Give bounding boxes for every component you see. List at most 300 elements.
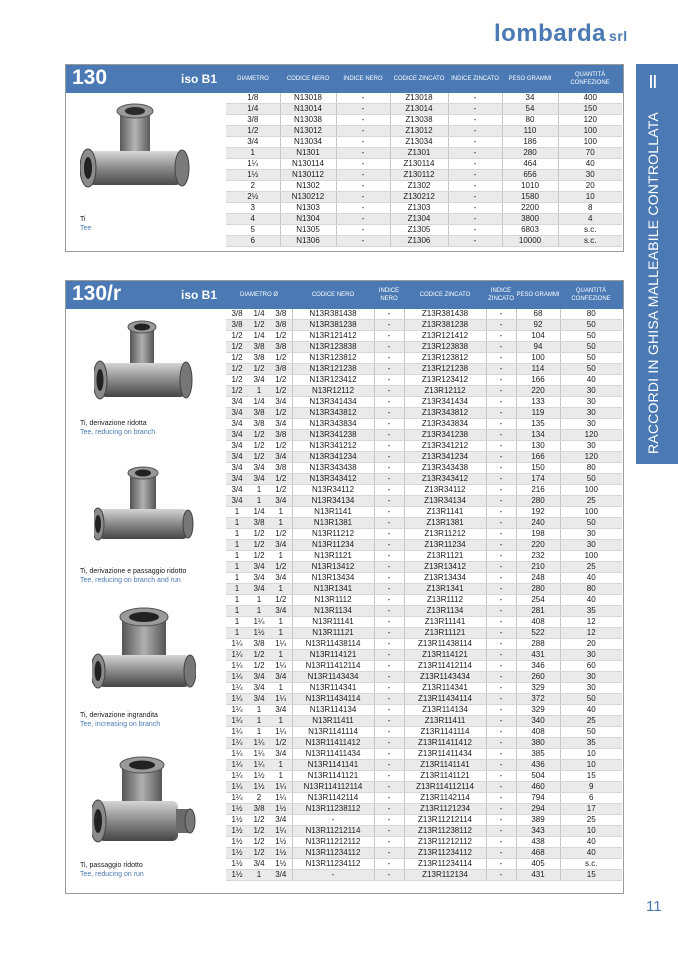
- table-cell: 1¼: [226, 661, 248, 672]
- table-cell: -: [486, 551, 516, 562]
- table-cell: 30: [560, 419, 622, 430]
- table-cell: 3/4: [226, 430, 248, 441]
- table-cell: 94: [516, 342, 560, 353]
- table-cell: 192: [516, 507, 560, 518]
- table-cell: -: [486, 419, 516, 430]
- table-cell: 1¼: [248, 749, 270, 760]
- table-cell: 119: [516, 408, 560, 419]
- table-cell: 2: [226, 181, 280, 192]
- table-cell: 6: [560, 793, 622, 804]
- table-cell: 1: [226, 573, 248, 584]
- table-cell: 2½: [226, 192, 280, 203]
- table-cell: 3/4: [226, 419, 248, 430]
- table-cell: 1/2: [270, 331, 292, 342]
- table-row: [226, 463, 622, 474]
- table-cell: Z13R1121: [404, 551, 486, 562]
- table-cell: 30: [560, 672, 622, 683]
- table-cell: -: [336, 104, 390, 115]
- table-cell: N13R11411412: [292, 738, 374, 749]
- table-cell: Z13014: [390, 104, 448, 115]
- table-cell: N13R1112: [292, 595, 374, 606]
- table-cell: N13R11141: [292, 617, 374, 628]
- table-cell: 3/8: [248, 342, 270, 353]
- table-cell: -: [374, 650, 404, 661]
- table-cell: N13R381438: [292, 309, 374, 320]
- table-row: [226, 727, 622, 738]
- table-cell: -: [486, 386, 516, 397]
- table-cell: 15: [560, 870, 622, 881]
- table-cell: 4: [226, 214, 280, 225]
- table-cell: 1/2: [270, 375, 292, 386]
- table-cell: Z13R11141: [404, 617, 486, 628]
- tee-fitting-photo: [80, 97, 190, 209]
- table-cell: N13R341234: [292, 452, 374, 463]
- table-row: [226, 672, 622, 683]
- product-section-130r: [65, 280, 624, 894]
- table-cell: 1: [226, 148, 280, 159]
- table-cell: N13R1143434: [292, 672, 374, 683]
- caption-it: Ti, passaggio ridotto: [80, 862, 143, 869]
- table-cell: -: [486, 430, 516, 441]
- table-cell: 408: [516, 727, 560, 738]
- table-cell: 405: [516, 859, 560, 870]
- table-cell: 40: [560, 375, 622, 386]
- table-cell: 3/4: [270, 606, 292, 617]
- side-tab-marker: ||: [649, 72, 657, 88]
- table-cell: N13R1121: [292, 551, 374, 562]
- table-cell: -: [448, 148, 502, 159]
- table-cell: -: [374, 397, 404, 408]
- table-cell: 329: [516, 705, 560, 716]
- table-cell: 1½: [248, 782, 270, 793]
- caption-reducing-run: [80, 861, 144, 879]
- table-cell: 150: [558, 104, 622, 115]
- table-cell: -: [374, 463, 404, 474]
- header-indice-zincato: INDICE ZINCATO: [488, 288, 514, 302]
- table-cell: 1/2: [248, 848, 270, 859]
- table-cell: -: [374, 661, 404, 672]
- table-cell: 400: [558, 93, 622, 104]
- table-cell: -: [486, 683, 516, 694]
- table-cell: 12: [560, 617, 622, 628]
- table-cell: -: [336, 115, 390, 126]
- table-cell: 54: [502, 104, 558, 115]
- table-cell: 216: [516, 485, 560, 496]
- table-cell: Z13R1143434: [404, 672, 486, 683]
- table-cell: -: [374, 496, 404, 507]
- table-cell: 70: [558, 148, 622, 159]
- table-cell: -: [486, 595, 516, 606]
- table-cell: 1¼: [226, 793, 248, 804]
- table-cell: 1: [270, 683, 292, 694]
- table-cell: N13R343834: [292, 419, 374, 430]
- table-row: [226, 181, 622, 192]
- table-cell: 232: [516, 551, 560, 562]
- table-cell: 504: [516, 771, 560, 782]
- table-cell: -: [336, 214, 390, 225]
- table-cell: Z13R11121: [404, 628, 486, 639]
- table-cell: -: [374, 804, 404, 815]
- table-cell: 104: [516, 331, 560, 342]
- table-row: [226, 848, 622, 859]
- caption-it: Ti, derivazione e passaggio ridotto: [80, 568, 187, 575]
- table-cell: -: [486, 694, 516, 705]
- table-cell: 1¼: [226, 727, 248, 738]
- table-cell: -: [486, 441, 516, 452]
- table-cell: 50: [560, 474, 622, 485]
- table-cell: 1/2: [270, 485, 292, 496]
- table-cell: -: [374, 826, 404, 837]
- table-cell: Z13R34112: [404, 485, 486, 496]
- table-cell: 1¼: [270, 639, 292, 650]
- table-cell: 50: [560, 353, 622, 364]
- table-cell: 10: [560, 760, 622, 771]
- table-row: [226, 793, 622, 804]
- table-cell: 1½: [226, 837, 248, 848]
- table-row: [226, 320, 622, 331]
- table-cell: 50: [560, 727, 622, 738]
- table-cell: Z13R11238112: [404, 826, 486, 837]
- table-cell: -: [374, 584, 404, 595]
- table-cell: 210: [516, 562, 560, 573]
- table-cell: -: [374, 419, 404, 430]
- table-cell: 30: [558, 170, 622, 181]
- table-cell: 1½: [226, 804, 248, 815]
- table-cell: 3/4: [248, 573, 270, 584]
- table-cell: -: [374, 683, 404, 694]
- table-cell: 3/4: [270, 397, 292, 408]
- table-row: [226, 386, 622, 397]
- table-cell: -: [486, 782, 516, 793]
- table-cell: 1½: [248, 628, 270, 639]
- section-side-tab: [636, 64, 678, 464]
- table-cell: -: [448, 181, 502, 192]
- table-cell: -: [486, 507, 516, 518]
- table-cell: 1/2: [248, 441, 270, 452]
- table-cell: -: [448, 192, 502, 203]
- table-cell: 220: [516, 386, 560, 397]
- table-cell: 1: [226, 518, 248, 529]
- table-cell: 1/2: [226, 386, 248, 397]
- table-cell: 3/8: [248, 518, 270, 529]
- table-cell: 3/4: [226, 463, 248, 474]
- table-cell: 5: [226, 225, 280, 236]
- table-cell: -: [374, 815, 404, 826]
- table-cell: Z1303: [390, 203, 448, 214]
- table-cell: 3: [226, 203, 280, 214]
- section-header: [66, 281, 623, 309]
- table-cell: 1¼: [226, 639, 248, 650]
- table-cell: 1/2: [270, 474, 292, 485]
- table-cell: 10: [560, 749, 622, 760]
- table-cell: 1: [248, 716, 270, 727]
- table-cell: -: [374, 705, 404, 716]
- table-cell: 30: [560, 386, 622, 397]
- table-cell: 50: [560, 342, 622, 353]
- table-cell: -: [336, 192, 390, 203]
- table-cell: N13R11438114: [292, 639, 374, 650]
- table-cell: 1¼: [226, 716, 248, 727]
- table-cell: -: [486, 727, 516, 738]
- caption-it: Ti: [80, 216, 86, 223]
- table-cell: 1: [270, 628, 292, 639]
- table-cell: -: [448, 104, 502, 115]
- table-row: [226, 397, 622, 408]
- table-cell: Z13R114121: [404, 650, 486, 661]
- table-cell: 3/4: [270, 496, 292, 507]
- table-cell: -: [486, 364, 516, 375]
- table-cell: N13R13412: [292, 562, 374, 573]
- table-cell: 385: [516, 749, 560, 760]
- table-cell: 120: [558, 115, 622, 126]
- header-diametro: DIAMETRO Ø: [239, 292, 278, 298]
- table-cell: 1/2: [226, 126, 280, 137]
- table-cell: -: [486, 848, 516, 859]
- table-cell: Z13R1141: [404, 507, 486, 518]
- table-row: [226, 93, 622, 104]
- table-cell: 431: [516, 650, 560, 661]
- table-cell: 1¼: [226, 738, 248, 749]
- table-cell: Z1302: [390, 181, 448, 192]
- table-cell: 3/4: [270, 573, 292, 584]
- table-row: [226, 859, 622, 870]
- table-cell: N1301: [280, 148, 336, 159]
- table-cell: 1¼: [248, 738, 270, 749]
- table-cell: 30: [560, 397, 622, 408]
- table-cell: 3/8: [226, 320, 248, 331]
- table-cell: N13R123412: [292, 375, 374, 386]
- table-cell: Z13R1134: [404, 606, 486, 617]
- table-cell: 80: [560, 309, 622, 320]
- table-cell: -: [486, 672, 516, 683]
- table-cell: Z13034: [390, 137, 448, 148]
- table-row: [226, 159, 622, 170]
- table-cell: N13R381238: [292, 320, 374, 331]
- brand-suffix: srl: [609, 28, 628, 44]
- table-cell: 1/4: [226, 104, 280, 115]
- table-cell: Z13R341234: [404, 452, 486, 463]
- table-cell: 1/2: [248, 452, 270, 463]
- table-cell: -: [374, 771, 404, 782]
- table-cell: 30: [560, 650, 622, 661]
- table-cell: 1¼: [226, 683, 248, 694]
- table-cell: Z13R11212: [404, 529, 486, 540]
- table-cell: -: [448, 137, 502, 148]
- table-cell: -: [486, 738, 516, 749]
- table-cell: 346: [516, 661, 560, 672]
- table-cell: 1/2: [248, 650, 270, 661]
- table-cell: Z13R12112: [404, 386, 486, 397]
- table-cell: 340: [516, 716, 560, 727]
- table-cell: 1¼: [226, 760, 248, 771]
- table-cell: 1/4: [248, 309, 270, 320]
- table-cell: Z13R1121234: [404, 804, 486, 815]
- table-cell: -: [336, 148, 390, 159]
- table-cell: Z13R1141141: [404, 760, 486, 771]
- table-cell: -: [336, 203, 390, 214]
- table-cell: -: [486, 793, 516, 804]
- table-cell: 50: [560, 331, 622, 342]
- table-cell: 522: [516, 628, 560, 639]
- header-codice-zincato: CODICE ZINCATO: [419, 292, 471, 298]
- table-cell: 1/2: [270, 441, 292, 452]
- table-cell: N13R11411: [292, 716, 374, 727]
- table-cell: -: [486, 562, 516, 573]
- table-cell: 431: [516, 870, 560, 881]
- table-cell: 40: [560, 705, 622, 716]
- table-cell: 1¼: [226, 705, 248, 716]
- table-cell: 1/2: [248, 540, 270, 551]
- table-cell: 3/4: [226, 485, 248, 496]
- table-cell: 92: [516, 320, 560, 331]
- table-cell: 1: [248, 485, 270, 496]
- caption-en: Tee, reducing on branch and run: [80, 577, 181, 584]
- table-cell: -: [374, 485, 404, 496]
- table-cell: Z13R11411434: [404, 749, 486, 760]
- table-cell: 3/4: [270, 452, 292, 463]
- caption-reducing-branch-run: [80, 567, 186, 585]
- table-cell: -: [374, 672, 404, 683]
- table-cell: Z13R11411412: [404, 738, 486, 749]
- table-row: [226, 551, 622, 562]
- caption-en: Tee, reducing on run: [80, 871, 144, 878]
- table-cell: 25: [560, 815, 622, 826]
- table-cell: N13R11434114: [292, 694, 374, 705]
- table-cell: -: [486, 705, 516, 716]
- table-cell: 1½: [270, 859, 292, 870]
- table-cell: -: [374, 452, 404, 463]
- table-row: [226, 705, 622, 716]
- table-cell: 186: [502, 137, 558, 148]
- table-cell: -: [486, 650, 516, 661]
- table-cell: -: [448, 170, 502, 181]
- table-cell: 1¼: [270, 793, 292, 804]
- table-cell: 1/4: [248, 507, 270, 518]
- table-cell: N13R1141141: [292, 760, 374, 771]
- table-cell: N13R34134: [292, 496, 374, 507]
- table-cell: Z13R1141114: [404, 727, 486, 738]
- table-cell: N13R11411434: [292, 749, 374, 760]
- table-cell: -: [374, 562, 404, 573]
- table-cell: -: [336, 93, 390, 104]
- table-cell: 1: [226, 507, 248, 518]
- table-cell: 2200: [502, 203, 558, 214]
- table-cell: -: [486, 749, 516, 760]
- table-cell: 1580: [502, 192, 558, 203]
- caption-en: Tee, reducing on branch: [80, 429, 156, 436]
- table-cell: N13R341212: [292, 441, 374, 452]
- table-cell: -: [486, 639, 516, 650]
- table-row: [226, 529, 622, 540]
- table-cell: Z13R343412: [404, 474, 486, 485]
- brand-logo: [494, 20, 628, 48]
- table-cell: 30: [560, 408, 622, 419]
- table-cell: -: [448, 93, 502, 104]
- table-cell: -: [448, 126, 502, 137]
- table-cell: 3/4: [248, 474, 270, 485]
- table-cell: 1½: [226, 870, 248, 881]
- table-cell: -: [374, 529, 404, 540]
- table-cell: -: [448, 225, 502, 236]
- table-cell: 1: [270, 507, 292, 518]
- table-cell: 3800: [502, 214, 558, 225]
- table-cell: Z13R341434: [404, 397, 486, 408]
- tee-reducing-branch-run-photo: [94, 461, 194, 561]
- table-row: [226, 192, 622, 203]
- table-row: [226, 496, 622, 507]
- table-cell: 380: [516, 738, 560, 749]
- table-row: [226, 170, 622, 181]
- table-cell: 1/4: [248, 397, 270, 408]
- table-row: [226, 573, 622, 584]
- table-cell: 110: [502, 126, 558, 137]
- table-cell: 3/4: [248, 694, 270, 705]
- table-row: [226, 408, 622, 419]
- table-cell: 1¼: [248, 760, 270, 771]
- table-cell: 20: [558, 181, 622, 192]
- table-row: [226, 683, 622, 694]
- table-cell: 1¼: [270, 826, 292, 837]
- table-cell: 100: [558, 126, 622, 137]
- table-cell: 166: [516, 375, 560, 386]
- brand-name: lombarda: [494, 20, 607, 47]
- table-cell: s.c.: [558, 236, 622, 247]
- table-row: [226, 606, 622, 617]
- table-cell: Z13012: [390, 126, 448, 137]
- table-cell: Z13R11434114: [404, 694, 486, 705]
- table-row: [226, 115, 622, 126]
- table-cell: Z13R121238: [404, 364, 486, 375]
- table-row: [226, 639, 622, 650]
- table-cell: 1/2: [226, 375, 248, 386]
- table-cell: N13038: [280, 115, 336, 126]
- table-row: [226, 540, 622, 551]
- table-cell: 8: [558, 203, 622, 214]
- table-cell: 280: [516, 584, 560, 595]
- table-cell: N13R1381: [292, 518, 374, 529]
- table-cell: Z13R13412: [404, 562, 486, 573]
- table-cell: -: [486, 859, 516, 870]
- table-cell: 1/2: [270, 595, 292, 606]
- table-cell: 1¼: [226, 650, 248, 661]
- table-cell: Z13R343438: [404, 463, 486, 474]
- table-cell: 3/8: [270, 463, 292, 474]
- table-cell: 3/4: [270, 540, 292, 551]
- table-cell: -: [374, 430, 404, 441]
- table-cell: 3/4: [226, 496, 248, 507]
- table-cell: -: [486, 661, 516, 672]
- table-cell: -: [292, 870, 374, 881]
- table-cell: -: [374, 760, 404, 771]
- section-header: [66, 65, 623, 93]
- table-cell: N13R11212: [292, 529, 374, 540]
- caption-reducing-branch: [80, 419, 155, 437]
- table-cell: 1/2: [248, 837, 270, 848]
- table-cell: 12: [560, 628, 622, 639]
- table-cell: 1010: [502, 181, 558, 192]
- table-cell: -: [336, 170, 390, 181]
- table-cell: 1: [270, 771, 292, 782]
- table-cell: 1: [270, 518, 292, 529]
- table-cell: N1304: [280, 214, 336, 225]
- table-cell: 1/2: [226, 353, 248, 364]
- table-cell: 50: [560, 694, 622, 705]
- header-indice-nero: INDICE NERO: [343, 76, 383, 82]
- table-cell: 464: [502, 159, 558, 170]
- table-cell: 1: [226, 551, 248, 562]
- table-row: [226, 236, 622, 247]
- table-cell: 25: [560, 562, 622, 573]
